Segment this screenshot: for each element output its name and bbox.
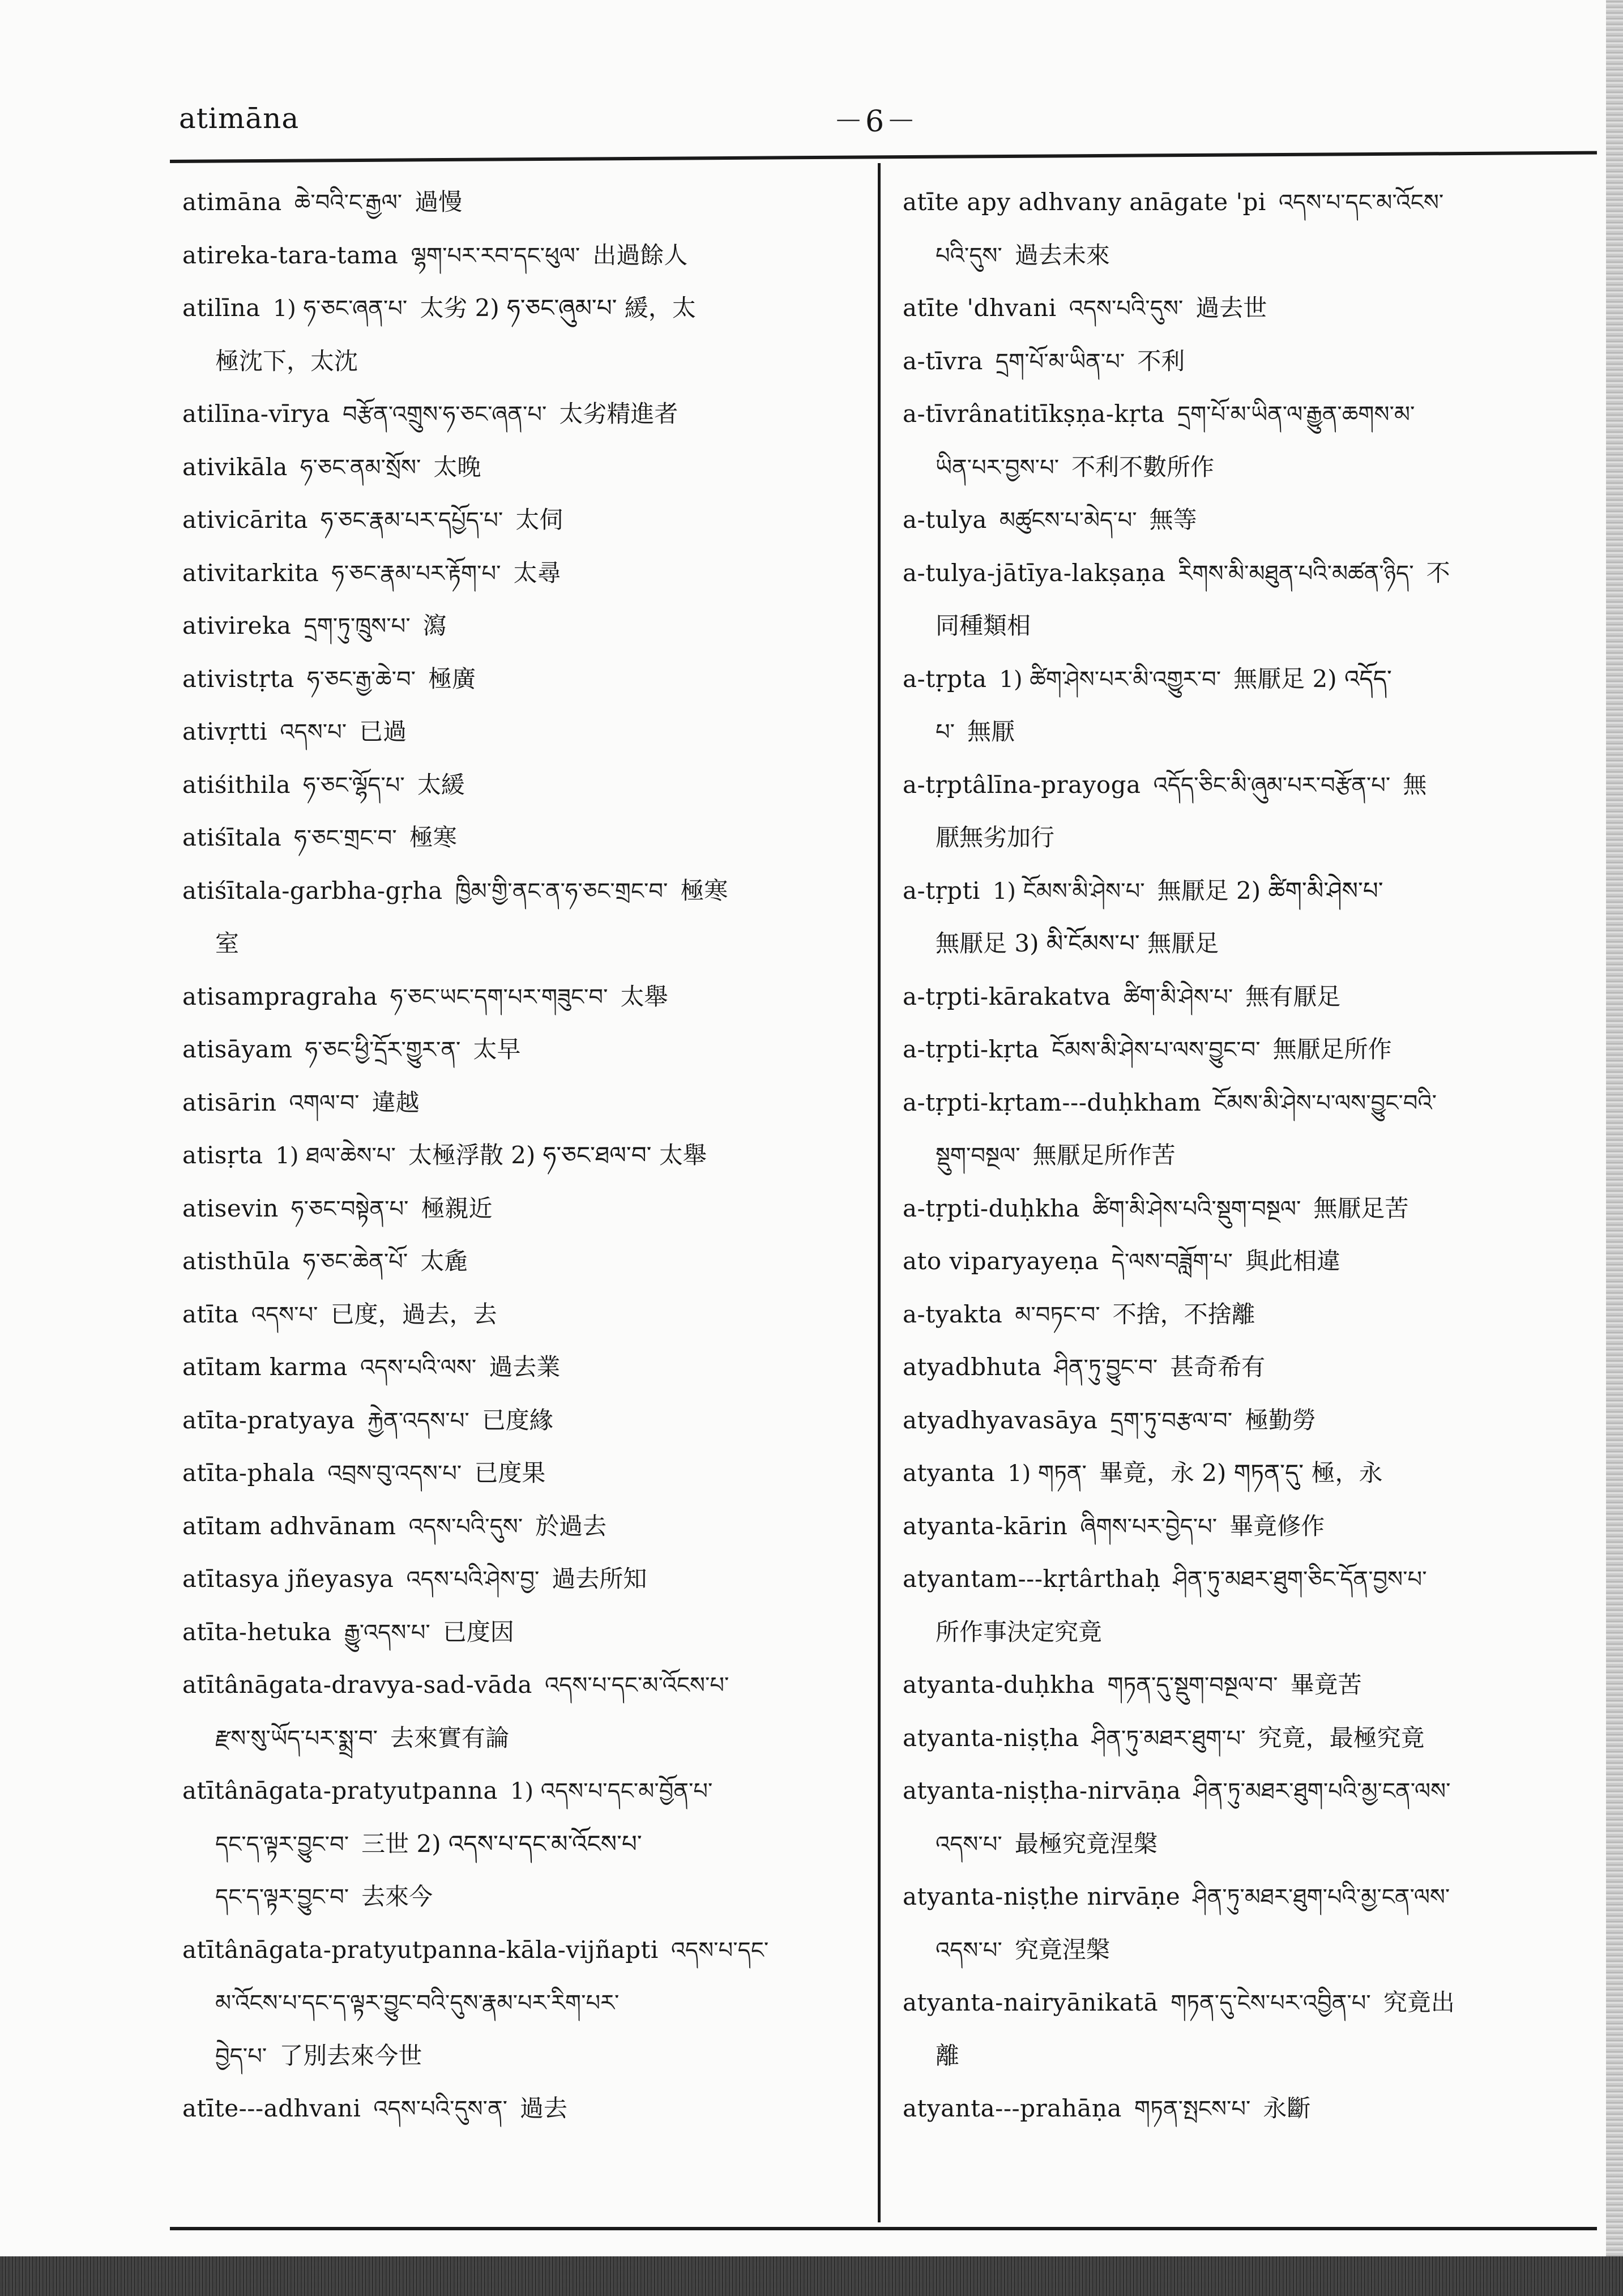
tibetan-equivalent: ཡིན་པར་བྱས་པ་: [936, 454, 1060, 481]
dictionary-entry: [903, 1023, 1571, 1076]
dictionary-entry: [182, 1288, 856, 1341]
entry-continuation: [903, 1129, 1571, 1182]
tibetan-equivalent: མ་འོངས་པ་དང་ད་ལྟར་བྱུང་བའི་དུས་རྣམ་པར་རིག་པར་: [215, 1990, 620, 2016]
tibetan-equivalent: ཞིགས་པར་བྱེད་པ་: [1080, 1513, 1218, 1540]
chinese-equivalent: 過慢: [415, 188, 463, 216]
tibetan-equivalent: མ་བཏང་བ་: [1015, 1301, 1100, 1328]
tibetan-equivalent: བྱེད་པ་: [215, 2043, 267, 2069]
chinese-equivalent: 太劣精進者: [559, 400, 678, 428]
tibetan-equivalent: རིགས་མི་མཐུན་པའི་མཚན་ཉིད་: [1178, 560, 1414, 587]
tibetan-equivalent: ཆེ་བའི་ང་རྒྱལ་: [294, 190, 403, 216]
dictionary-entry: [903, 1870, 1571, 1923]
dictionary-entry: [182, 1076, 856, 1129]
tibetan-equivalent: འདས་པ་: [251, 1301, 318, 1328]
tibetan-equivalent: ཤིན་ཏུ་མཐར་ཐུག་པ་: [1091, 1725, 1246, 1752]
dictionary-entry: [182, 1182, 856, 1235]
dictionary-entry: [182, 1235, 856, 1288]
headword: atītam adhvānam: [182, 1512, 396, 1540]
tibetan-equivalent: ཤིན་ཏུ་བྱུང་བ་: [1054, 1355, 1158, 1381]
tibetan-equivalent: རྫས་སུ་ཡོད་པར་སྨྲ་བ་: [215, 1725, 378, 1752]
headword: atyanta---prahāṇa: [903, 2094, 1122, 2122]
headword: a-tīvrânatitīkṣṇa-kṛta: [903, 400, 1165, 428]
chinese-equivalent: 太尋: [513, 558, 561, 587]
dictionary-entry: [903, 335, 1571, 388]
chinese-equivalent: 過去未來: [1014, 241, 1110, 269]
tibetan-equivalent: འདས་པའི་དུས་ན་: [373, 2096, 508, 2122]
tibetan-equivalent: ཧ་ཅང་རྣམ་པར་རྟོག་པ་: [331, 560, 501, 587]
headword: ativṛtti: [182, 718, 268, 745]
headword: atyanta-niṣṭha-nirvāṇa: [903, 1777, 1181, 1804]
chinese-equivalent: 不: [1426, 558, 1450, 587]
headword: atiśītala: [182, 823, 282, 851]
headword: atisthūla: [182, 1247, 291, 1275]
dictionary-entry: [182, 1606, 856, 1659]
tibetan-equivalent: དྲག་ཏུ་ཁྲུས་པ་: [304, 613, 411, 639]
dictionary-entry: [903, 1288, 1571, 1341]
headword: a-tṛpti-kṛtam---duḥkham: [903, 1088, 1202, 1116]
chinese-equivalent: 無厭足苦: [1313, 1194, 1409, 1222]
headword: atireka-tara-tama: [182, 241, 399, 269]
entry-continuation: [182, 1817, 856, 1871]
headword: atyanta-duḥkha: [903, 1671, 1095, 1698]
chinese-equivalent: 同種類相: [936, 612, 1031, 639]
tibetan-equivalent: རྒྱུ་འདས་པ་: [344, 1619, 430, 1646]
headword: atīta-phala: [182, 1459, 315, 1487]
tibetan-equivalent: ཧ་ཅང་རྒྱ་ཆེ་བ་: [306, 666, 416, 693]
tibetan-equivalent: ངོམས་མི་ཤེས་པ་ལས་བྱུང་བ་: [1052, 1037, 1261, 1063]
dictionary-entry: [182, 1129, 856, 1182]
tibetan-equivalent: ཤིན་ཏུ་མཐར་ཐུག་ཅིང་དོན་བྱས་པ་: [1173, 1567, 1427, 1593]
headword: atisārin: [182, 1088, 277, 1116]
entry-continuation: [903, 599, 1571, 652]
dictionary-entry: [182, 1552, 856, 1606]
chinese-equivalent: 極勤勞: [1245, 1406, 1317, 1434]
headword: a-tṛpta: [903, 664, 987, 693]
tibetan-equivalent: གཏན་དུ་སྡུག་བསྔལ་བ་: [1107, 1672, 1278, 1698]
entry-continuation: [182, 1712, 856, 1765]
dictionary-entry: [903, 1976, 1571, 2029]
tibetan-equivalent: འདས་པའི་དུས་: [1069, 296, 1184, 322]
chinese-equivalent: 極親近: [421, 1194, 493, 1222]
chinese-equivalent: 已度，過去，去: [330, 1300, 497, 1328]
dictionary-entry: [903, 1341, 1571, 1394]
dictionary-entry: [182, 1764, 856, 1817]
headword: atītam karma: [182, 1353, 348, 1381]
headword: atyanta: [903, 1459, 996, 1487]
chinese-equivalent: 太早: [473, 1035, 521, 1063]
tibetan-equivalent: དང་ད་ལྟར་བྱུང་བ་: [215, 1884, 349, 1910]
chinese-equivalent: 太伺: [515, 506, 563, 534]
tibetan-equivalent: བརྩོན་འགྲུས་ཧ་ཅང་ཞན་པ་: [343, 402, 547, 428]
dictionary-entry: [903, 1764, 1571, 1817]
chinese-equivalent: 違越: [371, 1088, 420, 1116]
right-column: [903, 176, 1571, 2135]
tibetan-equivalent: མཚུངས་པ་མེད་པ་: [999, 507, 1137, 534]
dictionary-entry: [903, 1235, 1571, 1288]
headword: atītânāgata-pratyutpanna: [182, 1777, 498, 1804]
tibetan-equivalent: ཧ་ཅང་གྲང་བ་: [294, 825, 397, 851]
entry-continuation: [903, 1817, 1571, 1871]
dictionary-entry: [903, 2082, 1571, 2135]
chinese-equivalent: 太緩: [417, 770, 465, 799]
tibetan-equivalent: ཚིག་མི་ཤེས་པའི་སྡུག་བསྔལ་: [1092, 1196, 1301, 1222]
chinese-equivalent: 過去: [520, 2094, 568, 2122]
headword: a-tyakta: [903, 1300, 1003, 1328]
chinese-equivalent: 究竟涅槃: [1014, 1935, 1110, 1964]
tibetan-equivalent: འདས་པའི་ལས་: [360, 1355, 477, 1381]
headword: a-tṛpti-kārakatva: [903, 982, 1111, 1010]
tibetan-equivalent: ཧ་ཅང་ཆེན་པོ་: [302, 1249, 408, 1275]
dictionary-entry: [182, 811, 856, 864]
headword: atiśītala-garbha-gṛha: [182, 876, 443, 904]
headword: atyanta-niṣṭhe nirvāṇe: [903, 1883, 1181, 1910]
headword: atītânāgata-dravya-sad-vāda: [182, 1671, 532, 1698]
headword: atīte apy adhvany anāgate 'pi: [903, 188, 1266, 216]
chinese-equivalent: 畢竟，永 2) གཏན་དུ་ 極，永: [1099, 1459, 1383, 1487]
chinese-equivalent: 太麁: [420, 1247, 468, 1275]
dictionary-entry: [182, 758, 856, 812]
tibetan-equivalent: འདས་པ་: [936, 1831, 1002, 1858]
chinese-equivalent: 去來今: [361, 1883, 433, 1910]
tibetan-equivalent: ཤིན་ཏུ་མཐར་ཐུག་པའི་མྱ་ངན་ལས་: [1193, 1884, 1450, 1910]
chinese-equivalent: 已度緣: [481, 1406, 553, 1434]
dictionary-entry: [903, 387, 1571, 441]
tibetan-equivalent: 1) ཚིག་ཤེས་པར་མི་འགྱུར་བ་: [999, 666, 1221, 693]
entry-continuation: [182, 1870, 856, 1923]
dictionary-entry: [903, 1446, 1571, 1500]
dictionary-entry: [182, 281, 856, 335]
tibetan-equivalent: འདས་པའི་ཤེས་བྱ་: [406, 1567, 540, 1593]
headword: ativikāla: [182, 453, 288, 481]
headword: atilīna-vīrya: [182, 400, 331, 428]
dictionary-entry: [182, 441, 856, 494]
headword: atītasya jñeyasya: [182, 1565, 394, 1593]
chinese-equivalent: 甚奇希有: [1170, 1353, 1266, 1381]
dictionary-entry: [903, 176, 1571, 229]
scan-bottom-band: [0, 2256, 1623, 2296]
tibetan-equivalent: གཏན་སྤངས་པ་: [1134, 2096, 1251, 2122]
header-word: atimāna: [179, 102, 300, 135]
tibetan-equivalent: 1) གཏན་: [1007, 1461, 1087, 1487]
dictionary-entry: [903, 970, 1571, 1023]
tibetan-equivalent: ཧ་ཅང་ནམ་སྲོས་: [300, 454, 421, 481]
headword: atīte 'dhvani: [903, 294, 1057, 322]
dictionary-entry: [182, 229, 856, 282]
tibetan-equivalent: ཧ་ཅང་ཕྱི་དྲོར་གྱུར་ན་: [305, 1037, 461, 1063]
dictionary-entry: [182, 1394, 856, 1447]
headword: a-tṛpti: [903, 876, 980, 904]
headword: atyadhyavasāya: [903, 1406, 1098, 1434]
headword: atīte---adhvani: [182, 2094, 361, 2122]
headword: a-tṛpti-kṛta: [903, 1035, 1040, 1063]
dictionary-entry: [903, 547, 1571, 600]
tibetan-equivalent: 1) འདས་པ་དང་མ་བྱོན་པ་: [510, 1778, 713, 1804]
dictionary-entry: [182, 387, 856, 441]
entry-continuation: [903, 1606, 1571, 1659]
tibetan-equivalent: དྲག་ཏུ་བརྩལ་བ་: [1110, 1407, 1233, 1434]
entry-continuation: [182, 2029, 856, 2082]
tibetan-equivalent: འདས་པ་དང་: [670, 1937, 769, 1964]
tibetan-equivalent: ཧ་ཅང་རྣམ་པར་དཔྱོད་པ་: [321, 507, 503, 534]
headword: ato viparyayeṇa: [903, 1247, 1099, 1275]
headword: atisampragraha: [182, 982, 378, 1010]
chinese-equivalent: 無厭足所作苦: [1032, 1141, 1176, 1169]
chinese-equivalent: 了別去來今世: [279, 2041, 422, 2069]
chinese-equivalent: 室: [215, 929, 240, 957]
headword: atisṛta: [182, 1141, 263, 1169]
chinese-equivalent: 不捨，不捨離: [1112, 1300, 1255, 1328]
dictionary-entry: [182, 1341, 856, 1394]
headword: atīta: [182, 1300, 239, 1328]
headword: atīta-hetuka: [182, 1618, 332, 1646]
left-column: [182, 176, 856, 2135]
dictionary-entry: [182, 547, 856, 600]
dictionary-entry: [182, 1500, 856, 1553]
page-number: －6－: [834, 105, 919, 139]
chinese-equivalent: 極寒: [680, 876, 728, 904]
dictionary-entry: [903, 1076, 1571, 1129]
tibetan-equivalent: 1) ཐལ་ཆེས་པ་: [275, 1143, 396, 1169]
chinese-equivalent: 無厭足 2) འདོད་: [1233, 664, 1392, 693]
chinese-equivalent: 究竟出: [1383, 1988, 1455, 2016]
dictionary-entry: [903, 1712, 1571, 1765]
headword: atyanta-kārin: [903, 1512, 1068, 1540]
chinese-equivalent: 已過: [359, 718, 407, 745]
dictionary-entry: [903, 1182, 1571, 1235]
tibetan-equivalent: ཧ་ཅང་ལྷོད་པ་: [303, 772, 405, 799]
chinese-equivalent: 已度果: [474, 1459, 546, 1487]
tibetan-equivalent: པ་: [936, 719, 955, 745]
chinese-equivalent: 出過餘人: [592, 241, 688, 269]
headword: a-tṛpti-duḥkha: [903, 1194, 1080, 1222]
chinese-equivalent: 三世 2) འདས་པ་དང་མ་འོངས་པ་: [361, 1829, 642, 1858]
dictionary-entry: [182, 2082, 856, 2135]
tibetan-equivalent: ཧ་ཅང་བསྟེན་པ་: [291, 1196, 409, 1222]
entry-continuation: [182, 1976, 856, 2029]
headword: ativireka: [182, 612, 292, 639]
entry-continuation: [903, 229, 1571, 282]
dictionary-entry: [903, 493, 1571, 547]
tibetan-equivalent: འདས་པ་དང་མ་འོངས་པ་: [544, 1672, 729, 1698]
chinese-equivalent: 極沈下，太沈: [215, 347, 358, 375]
tibetan-equivalent: དྲག་པོ་མ་ཡིན་པ་: [995, 348, 1125, 375]
scan-edge: [1606, 0, 1623, 2296]
dictionary-entry: [903, 281, 1571, 335]
chinese-equivalent: 過去世: [1195, 294, 1267, 322]
entry-continuation: [903, 811, 1571, 864]
chinese-equivalent: 離: [936, 2041, 960, 2069]
chinese-equivalent: 不利不數所作: [1071, 453, 1215, 481]
headword: atyanta-nairyānikatā: [903, 1988, 1159, 2016]
chinese-equivalent: 畢竟修作: [1229, 1512, 1325, 1540]
entry-continuation: [903, 705, 1571, 758]
entry-continuation: [903, 2029, 1571, 2082]
tibetan-equivalent: འདས་པ་: [936, 1937, 1002, 1964]
chinese-equivalent: 已度因: [442, 1618, 514, 1646]
dictionary-entry: [182, 705, 856, 758]
chinese-equivalent: 太晚: [433, 453, 481, 481]
dictionary-entry: [182, 176, 856, 229]
entry-continuation: [182, 917, 856, 970]
chinese-equivalent: 最極究竟涅槃: [1014, 1829, 1158, 1858]
chinese-equivalent: 過去業: [489, 1353, 561, 1381]
tibetan-equivalent: ཤིན་ཏུ་མཐར་ཐུག་པའི་མྱ་ངན་ལས་: [1193, 1778, 1451, 1804]
headword: atītânāgata-pratyutpanna-kāla-vijñapti: [182, 1935, 659, 1964]
chinese-equivalent: 厭無劣加行: [936, 823, 1055, 851]
tibetan-equivalent: ཚིག་མི་ཤེས་པ་: [1123, 984, 1233, 1010]
tibetan-equivalent: 1) ཧ་ཅང་ཞན་པ་: [272, 296, 408, 322]
tibetan-equivalent: འདས་པའི་དུས་: [408, 1513, 523, 1540]
chinese-equivalent: 與此相違: [1245, 1247, 1340, 1275]
dictionary-entry: [182, 1023, 856, 1076]
headword: atilīna: [182, 294, 260, 322]
headword: atisāyam: [182, 1035, 293, 1063]
chinese-equivalent: 無等: [1149, 506, 1197, 534]
dictionary-entry: [903, 864, 1571, 917]
dictionary-entry: [182, 1923, 856, 1977]
entry-continuation: [182, 335, 856, 388]
bottom-rule: [170, 2227, 1597, 2230]
tibetan-equivalent: འདས་པ་དང་མ་འོངས་: [1278, 190, 1444, 216]
chinese-equivalent: 不利: [1137, 347, 1185, 375]
chinese-equivalent: 無厭: [967, 718, 1015, 745]
headword: a-tīvra: [903, 347, 983, 375]
tibetan-equivalent: ལྷག་པར་རབ་དང་ཕུལ་: [411, 242, 580, 269]
headword: a-tṛptâlīna-prayoga: [903, 770, 1141, 799]
headword: atyanta-niṣṭha: [903, 1723, 1079, 1752]
dictionary-entry: [182, 599, 856, 652]
entry-continuation: [903, 441, 1571, 494]
dictionary-entry: [182, 652, 856, 706]
headword: atyadbhuta: [903, 1353, 1042, 1381]
tibetan-equivalent: དྲག་པོ་མ་ཡིན་ལ་རྒྱུན་ཆགས་མ་: [1177, 402, 1415, 428]
dictionary-entry: [903, 758, 1571, 812]
tibetan-equivalent: འབྲས་བུ་འདས་པ་: [327, 1461, 462, 1487]
tibetan-equivalent: ངོམས་མི་ཤེས་པ་ལས་བྱུང་བའི་: [1214, 1090, 1437, 1116]
tibetan-equivalent: པའི་དུས་: [936, 242, 1002, 269]
chinese-equivalent: 瀉: [422, 612, 447, 639]
chinese-equivalent: 太劣 2) ཧ་ཅང་ཞུམ་པ་ 緩，太: [420, 294, 696, 322]
chinese-equivalent: 過去所知: [552, 1565, 647, 1593]
tibetan-equivalent: གཏན་དུ་ངེས་པར་འབྱིན་པ་: [1171, 1990, 1371, 2016]
headword: atiśithila: [182, 770, 291, 799]
headword: atisevin: [182, 1194, 279, 1222]
column-divider: [878, 163, 881, 2222]
chinese-equivalent: 永斷: [1263, 2094, 1311, 2122]
chinese-equivalent: 所作事決定究竟: [936, 1618, 1103, 1646]
chinese-equivalent: 太舉: [620, 982, 668, 1010]
headword: atīta-pratyaya: [182, 1406, 355, 1434]
dictionary-entry: [182, 970, 856, 1023]
tibetan-equivalent: འདས་པ་: [280, 719, 347, 745]
headword: ativistṛta: [182, 664, 294, 693]
headword: atyantam---kṛtârthaḥ: [903, 1565, 1161, 1593]
top-rule: [170, 151, 1597, 163]
chinese-equivalent: 無厭足 2) ཚིག་མི་ཤེས་པ་: [1157, 876, 1383, 904]
dictionary-entry: [903, 1500, 1571, 1553]
chinese-equivalent: 極寒: [409, 823, 457, 851]
dictionary-entry: [182, 864, 856, 917]
tibetan-equivalent: འགལ་བ་: [289, 1090, 360, 1116]
chinese-equivalent: 無: [1403, 770, 1427, 799]
dictionary-entry: [903, 1552, 1571, 1606]
entry-continuation: [903, 1923, 1571, 1977]
dictionary-entry: [903, 1658, 1571, 1712]
headword: ativicārita: [182, 506, 309, 534]
chinese-equivalent: 於過去: [535, 1512, 607, 1540]
tibetan-equivalent: དེ་ལས་བཟློག་པ་: [1111, 1249, 1233, 1275]
chinese-equivalent: 無有厭足: [1245, 982, 1341, 1010]
chinese-equivalent: 去來實有論: [390, 1723, 510, 1752]
headword: ativitarkita: [182, 558, 319, 587]
chinese-equivalent: 太極浮散 2) ཧ་ཅང་ཐལ་བ་ 太舉: [408, 1141, 707, 1169]
dictionary-entry: [182, 1446, 856, 1500]
dictionary-entry: [182, 1658, 856, 1712]
headword: atimāna: [182, 188, 282, 216]
chinese-equivalent: 極廣: [428, 664, 476, 693]
headword: a-tulya: [903, 506, 987, 534]
dictionary-entry: [903, 652, 1571, 706]
tibetan-equivalent: ཁྱིམ་གྱི་ནང་ན་ཧ་ཅང་གྲང་བ་: [455, 878, 668, 904]
entry-continuation: [903, 917, 1571, 970]
chinese-equivalent: 無厭足所作: [1272, 1035, 1392, 1063]
chinese-equivalent: 畢竟苦: [1290, 1671, 1362, 1698]
chinese-equivalent: 無厭足 3) མི་ངོམས་པ་ 無厭足: [936, 929, 1219, 957]
chinese-equivalent: 究竟，最極究竟: [1258, 1723, 1425, 1752]
tibetan-equivalent: 1) ངོམས་མི་ཤེས་པ་: [992, 878, 1145, 904]
tibetan-equivalent: ཧ་ཅང་ཡང་དག་པར་གཟུང་བ་: [390, 984, 608, 1010]
tibetan-equivalent: རྐྱེན་འདས་པ་: [367, 1407, 469, 1434]
headword: a-tulya-jātīya-lakṣaṇa: [903, 558, 1166, 587]
dictionary-entry: [182, 493, 856, 547]
tibetan-equivalent: དང་ད་ལྟར་བྱུང་བ་: [215, 1831, 349, 1858]
tibetan-equivalent: འདོད་ཅིང་མི་ཞུམ་པར་བརྩོན་པ་: [1153, 772, 1391, 799]
dictionary-entry: [903, 1394, 1571, 1447]
tibetan-equivalent: སྡུག་བསྔལ་: [936, 1143, 1020, 1169]
